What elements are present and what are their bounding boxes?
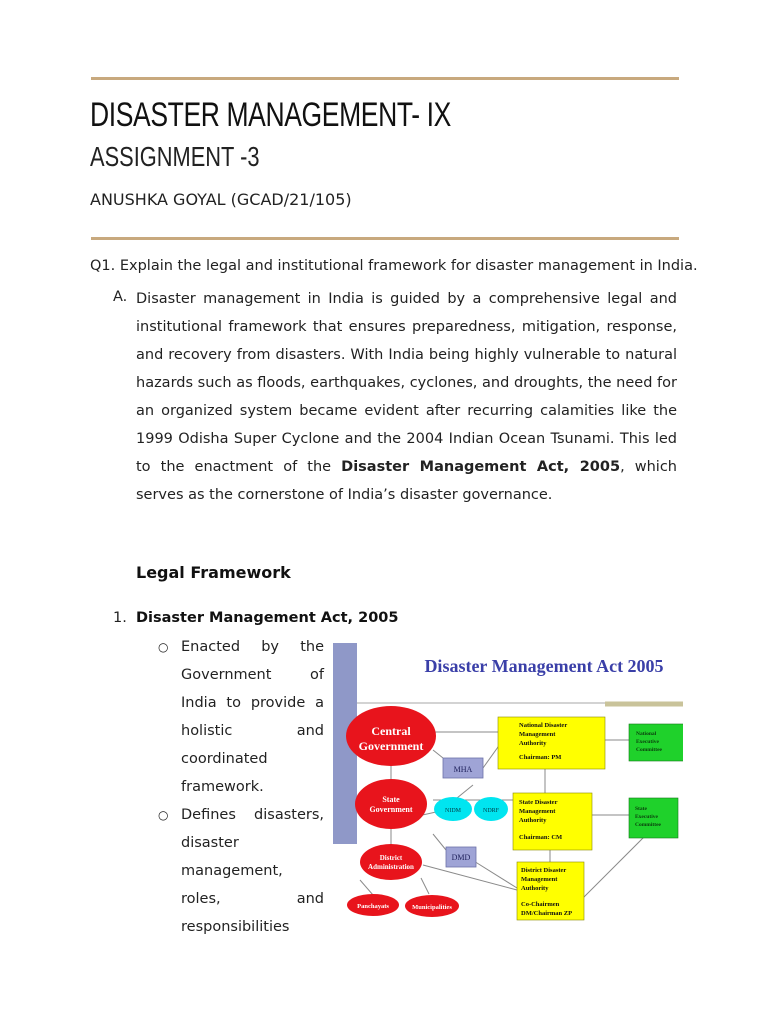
ddma-node (517, 862, 584, 920)
mha-node (443, 758, 483, 778)
ndma-label-line4: Chairman: PM (519, 754, 562, 761)
central-government-label-line1: Central (371, 724, 411, 738)
dm-act-diagram (333, 640, 683, 925)
answer-bold-act: Disaster Management Act, 2005 (341, 459, 621, 475)
bullet-circle-icon: ○ (158, 640, 169, 654)
ddma-label-line4: Co-Chairmen (521, 901, 560, 908)
district-administration-label-line1: District (379, 854, 403, 862)
nec-node (629, 724, 683, 761)
state-government-node (355, 779, 427, 829)
list-item-number: 1. (113, 610, 127, 626)
municipalities-node (405, 895, 459, 917)
dmd-label: DMD (451, 853, 471, 862)
ndrf-node (474, 797, 508, 821)
sdma-node (513, 793, 592, 850)
legal-framework-heading: Legal Framework (136, 563, 291, 582)
nec-label-line3: Committee (636, 747, 662, 753)
municipalities-label: Municipalities (412, 904, 452, 911)
author-line: ANUSHKA GOYAL (GCAD/21/105) (90, 190, 352, 209)
bullet-circle-icon: ○ (158, 808, 169, 822)
nec-label-line1: National (636, 731, 657, 737)
central-government-node (346, 706, 436, 766)
ndma-label-line2: Management (519, 731, 556, 738)
sdma-label-line1: State Disaster (519, 799, 558, 806)
sdma-label-line4: Chairman: CM (519, 834, 563, 841)
mha-label: MHA (453, 765, 473, 774)
bullet-item (158, 801, 324, 941)
state-government-label-line2: Government (369, 805, 413, 814)
bullet-item (158, 633, 324, 801)
sec-node (629, 798, 678, 838)
sec-label-line2: Executive (635, 814, 658, 820)
question-text: Q1. Explain the legal and institutional framework for disaster management in India. (90, 258, 698, 274)
ndma-node (498, 717, 605, 769)
answer-text-before: Disaster management in India is guided by a comprehensive legal and institutional framework that ensures preparedness, mitigation, response, and recovery from disasters. With India being highly vulnerable to natural hazards such as floods, earthquakes, cyclones, and droughts, the need for an organized system became evident after recurring calamities like the 1999 Odisha Super Cyclone and the 2004 Indian Ocean Tsunami. This led to the enactment of the (136, 291, 677, 475)
diagram-title: Disaster Management Act 2005 (424, 656, 664, 676)
ndma-label-line3: Authority (519, 740, 547, 747)
ddma-label-line2: Management (521, 876, 558, 883)
document-subtitle: ASSIGNMENT -3 (90, 141, 260, 172)
answer-paragraph (136, 285, 677, 509)
bullet-list (158, 633, 324, 941)
sec-label-line1: State (635, 806, 647, 812)
sec-label-line3: Committee (635, 822, 661, 828)
sdma-label-line2: Management (519, 808, 556, 815)
ndma-label-line1: National Disaster (519, 722, 568, 729)
central-government-label-line2: Government (358, 739, 424, 753)
answer-text-after: , which serves as the cornerstone of India’s disaster governance. (136, 459, 677, 503)
panchayats-label: Panchayats (357, 903, 389, 910)
district-administration-label-line2: Administration (368, 863, 414, 871)
dmd-node (446, 847, 476, 867)
answer-marker: A. (113, 289, 128, 305)
district-administration-node (360, 844, 422, 880)
bullet-text: Defines disasters, disaster management, roles, and responsibilities (181, 807, 324, 935)
sdma-label-line3: Authority (519, 817, 547, 824)
list-item-title: Disaster Management Act, 2005 (136, 610, 399, 626)
panchayats-node (347, 894, 399, 916)
nidm-node (434, 797, 472, 821)
document-title: DISASTER MANAGEMENT- IX (90, 96, 451, 134)
header-top-rule (91, 77, 679, 80)
ddma-label-line1: District Disaster (521, 867, 567, 874)
header-bottom-rule (91, 237, 679, 240)
ddma-label-line5: DM/Chairman ZP (521, 910, 573, 917)
nidm-label: NIDM (445, 808, 461, 814)
nec-label-line2: Executive (636, 739, 659, 745)
bullet-text: Enacted by the Government of India to provide a holistic and coordinated framework. (181, 639, 324, 795)
ddma-label-line3: Authority (521, 885, 549, 892)
state-government-label-line1: State (382, 795, 400, 804)
ndrf-label: NDRF (482, 808, 500, 814)
